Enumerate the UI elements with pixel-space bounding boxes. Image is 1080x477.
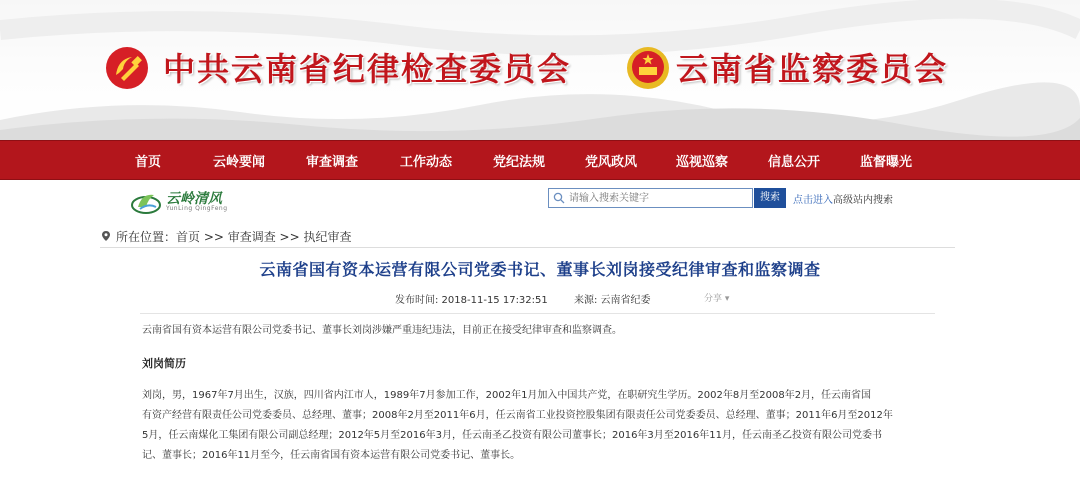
bio-heading: 刘岗简历 [142,357,186,370]
breadcrumb-text: 所在位置：首页 >> 审查调查 >> 执纪审查 [116,230,352,244]
search-button[interactable]: 搜索 [754,188,786,208]
nav-item-work[interactable]: 工作动态 [400,154,453,170]
divider [140,313,935,314]
advanced-search-link[interactable]: 点击进入 [793,195,833,206]
nav-item-exposure[interactable]: 监督曝光 [860,154,913,170]
nav-item-regulations[interactable]: 党纪法规 [493,154,546,170]
bio-line: 刘岗，男，1967年7月出生，汉族，四川省内江市人，1989年7月参加工作，2002年1月加入中国共产党，在职研究生学历。2002年8月至2008年2月，任云南省国 [142,390,872,401]
publish-time: 发布时间: 2018-11-15 17:32:51 [395,295,548,306]
search-input[interactable] [548,188,753,208]
nav-item-home[interactable]: 首页 [135,154,162,170]
nav-item-investigation[interactable]: 审查调查 [306,154,359,170]
org-title-commission: 中共云南省纪律检查委员会 [163,50,572,88]
org-title-supervision: 云南省监察委员会 [676,50,949,88]
breadcrumb [100,228,351,245]
nav-item-inspection[interactable]: 巡视巡察 [676,154,729,170]
nav-item-news[interactable]: 云岭要闻 [213,154,266,170]
search-row [0,180,1080,222]
logo-subtitle: YunLing QingFeng [166,205,228,212]
advanced-search [793,191,893,206]
party-emblem-icon [104,45,150,91]
article-title: 云南省国有资本运营有限公司党委书记、董事长刘岗接受纪律审查和监察调查 [259,260,821,279]
site-banner [0,0,1080,140]
location-pin-icon [100,230,112,242]
chevron-down-icon: ▾ [724,294,730,304]
article-source: 来源: 云南省纪委 [574,295,651,306]
nav-item-disclosure[interactable]: 信息公开 [768,154,821,170]
site-logo[interactable] [130,185,270,217]
share-label: 分享 [704,294,723,304]
nav-item-conduct[interactable]: 党风政风 [585,154,638,170]
state-emblem-icon [625,45,671,91]
advanced-search-label: 高级站内搜索 [833,195,893,206]
logo-text: 云岭清风 [166,191,222,207]
article-intro: 云南省国有资本运营有限公司党委书记、董事长刘岗涉嫌严重违纪违法，目前正在接受纪律审查和监察调查。 [142,325,622,336]
bio-line: 记、董事长；2016年11月至今，任云南省国有资本运营有限公司党委书记、董事长。 [142,450,521,461]
divider [100,247,955,248]
share-button[interactable] [704,291,729,304]
search-icon [553,192,565,204]
main-nav [0,140,1080,180]
bio-line: 5月，任云南煤化工集团有限公司副总经理；2012年5月至2016年3月，任云南圣乙投资有限公司董事长；2016年3月至2016年11月，任云南圣乙投资有限公司党委书 [142,430,882,441]
bio-line: 有资产经营有限责任公司党委委员、总经理、董事；2008年2月至2011年6月，任云南省工业投资控股集团有限责任公司党委委员、总经理、董事；2011年6月至2012年 [142,410,893,421]
logo-leaf-icon [130,187,162,215]
